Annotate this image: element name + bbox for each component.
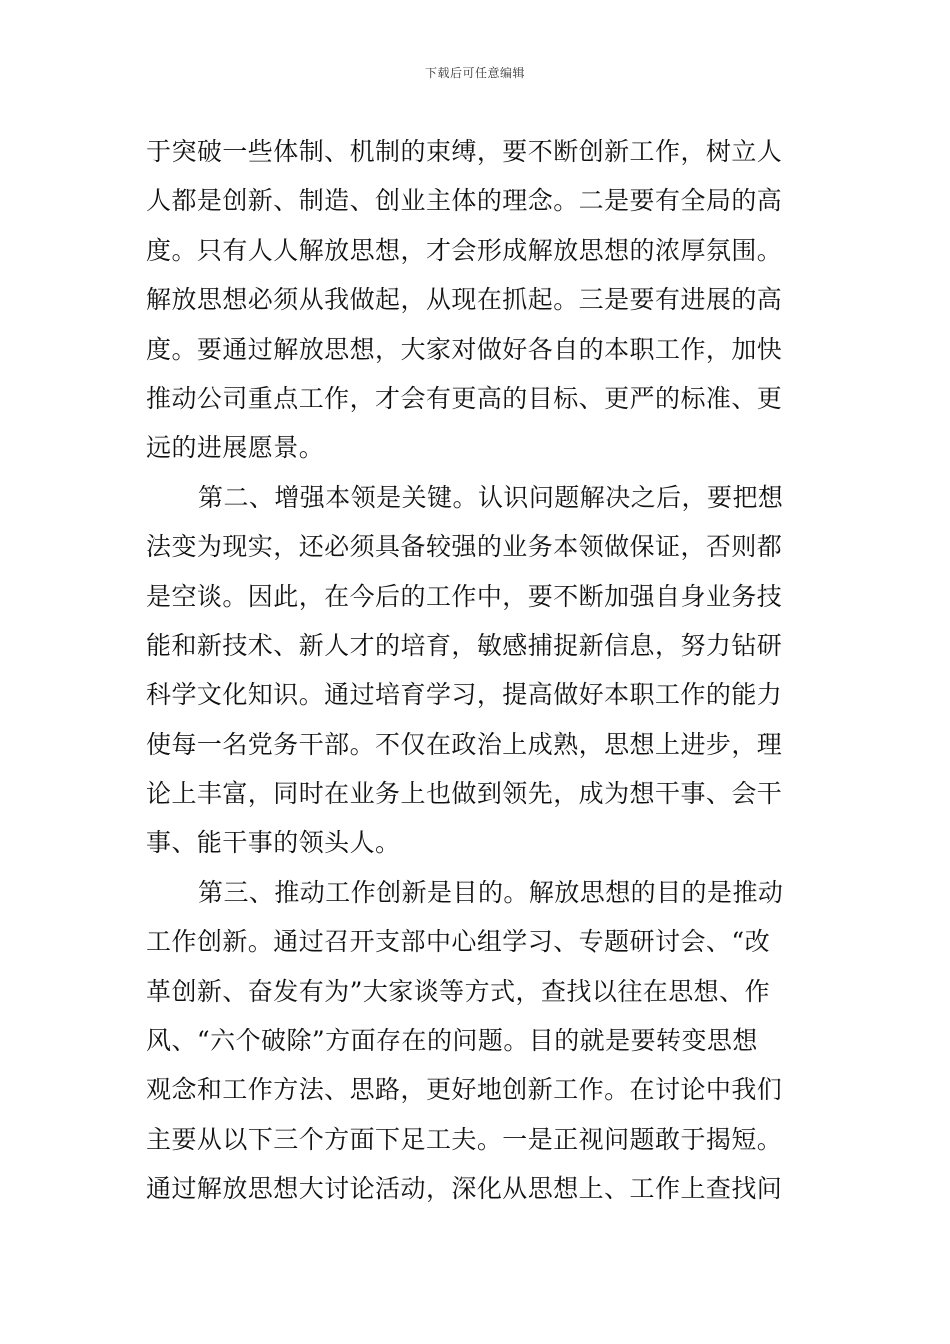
text-line: 法变为现实，还必须具备较强的业务本领做保证，否则都: [146, 532, 783, 562]
text-line: 度。要通过解放思想，大家对做好各自的本职工作，加快: [146, 334, 783, 364]
text-line: 使每一名党务干部。不仅在政治上成熟，思想上进步，理: [146, 729, 783, 759]
text-line: 论上丰富，同时在业务上也做到领先，成为想干事、会干: [146, 779, 783, 809]
text-line: 风、“六个破除”方面存在的问题。目的就是要转变思想: [146, 1026, 758, 1056]
text-line: 革创新、奋发有为”大家谈等方式，查找以往在思想、作: [146, 976, 771, 1006]
text-line: 解放思想必须从我做起，从现在抓起。三是要有进展的高: [146, 285, 783, 315]
text-line: 科学文化知识。通过培育学习，提高做好本职工作的能力: [146, 680, 783, 710]
text-line: 人都是创新、制造、创业主体的理念。二是要有全局的高: [146, 186, 783, 216]
page-header: 下载后可任意编辑: [424, 66, 525, 80]
document-body: [146, 127, 806, 1214]
text-line: 能和新技术、新人才的培育，敏感捕捉新信息，努力钻研: [146, 630, 783, 660]
text-line: 观念和工作方法、思路，更好地创新工作。在讨论中我们: [146, 1075, 783, 1105]
paragraph-start-line: 第二、增强本领是关键。认识问题解决之后，要把想: [198, 482, 784, 512]
text-line: 通过解放思想大讨论活动，深化从思想上、工作上查找问: [146, 1174, 783, 1204]
text-line: 主要从以下三个方面下足工夫。一是正视问题敢于揭短。: [146, 1124, 783, 1154]
text-line: 于突破一些体制、机制的束缚，要不断创新工作，树立人: [146, 137, 783, 166]
text-line: 远的进展愿景。: [146, 433, 325, 463]
text-line: 事、能干事的领头人。: [146, 828, 401, 858]
text-line: 推动公司重点工作，才会有更高的目标、更严的标准、更: [146, 383, 783, 413]
text-line: 工作创新。通过召开支部中心组学习、专题研讨会、“改: [146, 927, 771, 957]
text-line: 度。只有人人解放思想，才会形成解放思想的浓厚氛围。: [146, 235, 783, 265]
text-line: 是空谈。因此，在今后的工作中，要不断加强自身业务技: [146, 581, 783, 611]
paragraph-start-line: 第三、推动工作创新是目的。解放思想的目的是推动: [198, 877, 784, 907]
